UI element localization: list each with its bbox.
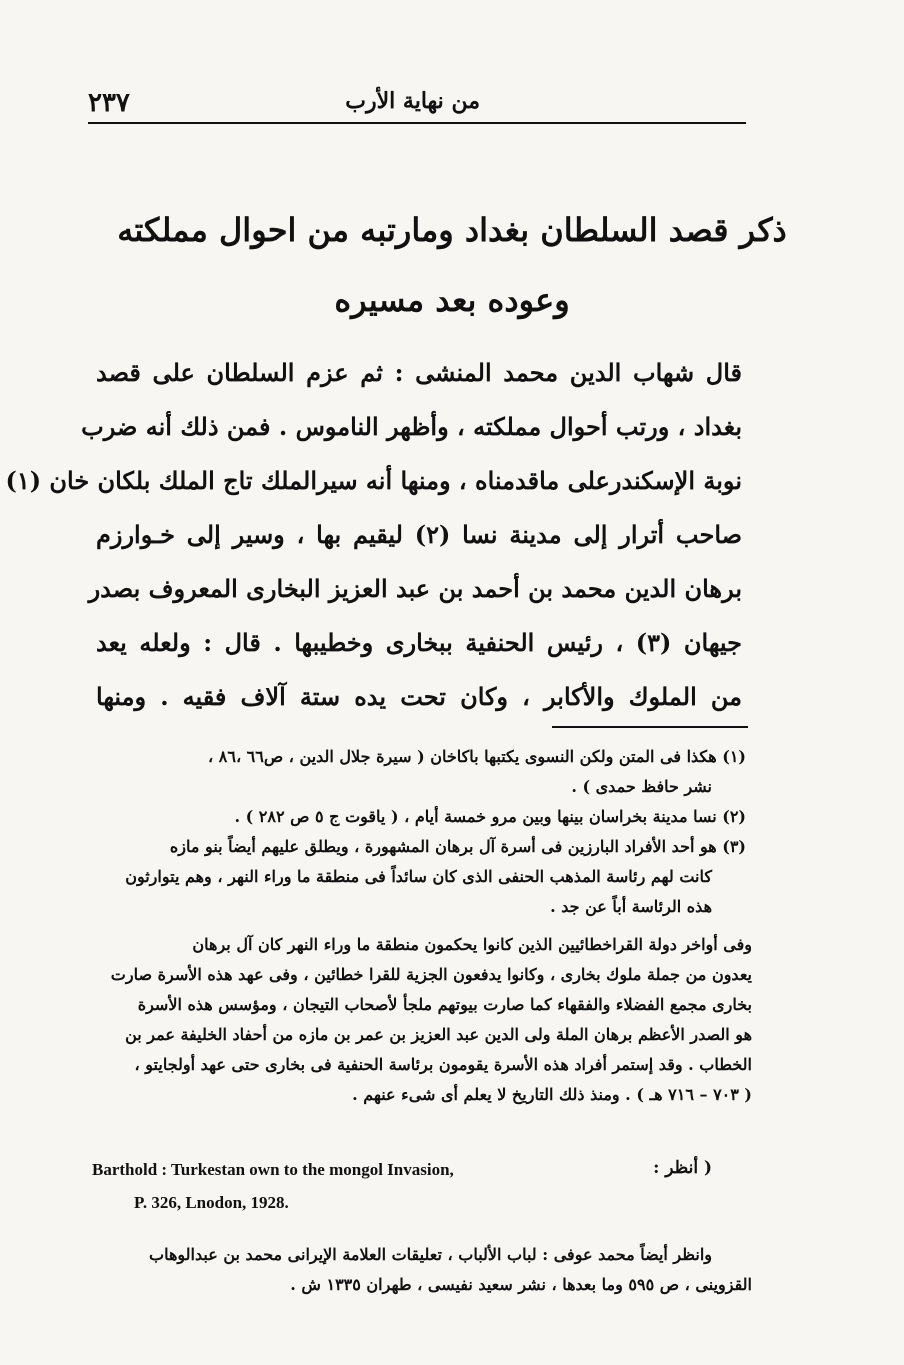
see-reference-label: ( أنظر : <box>653 1158 712 1178</box>
latin-reference-line-2: P. 326, Lnodon, 1928. <box>134 1193 289 1212</box>
footnote-line: نشر حافظ حمدى ) . <box>571 777 712 796</box>
running-title: من نهاية الأرب <box>345 88 480 114</box>
footnote-line: (١) هكذا فى المتن ولكن النسوى يكتبها باكاخان ( سيرة جلال الدين ، ص٦٦ ،٨٦ ، <box>208 747 746 766</box>
footnote-line: الخطاب . وقد إستمر أفراد هذه الأسرة يقومون برئاسة الحنفية فى بخارى حتى عهد أولجايتو ، <box>134 1055 752 1074</box>
body-line: صاحب أترار إلى مدينة نسا (٢) ليقيم بها ، وسير إلى خـوارزم <box>96 520 743 549</box>
footnote-line: بخارى مجمع الفضلاء والفقهاء كما صارت بيوتهم ملجأ لأصحاب التيجان ، ومؤسس هذه الأسرة <box>137 995 752 1014</box>
body-line: جيهان (٣) ، رئيس الحنفية ببخارى وخطيبها . قال : ولعله يعد <box>96 628 742 657</box>
footnote-line: ( ٧٠٣ – ٧١٦ هـ ) . ومنذ ذلك التاريخ لا يعلم أى شىء عنهم . <box>352 1085 752 1104</box>
footnote-line: يعدون من جملة ملوك بخارى ، وكانوا يدفعون الجزية للقرا خطائين ، وفى عهد هذه الأسرة صارت <box>110 965 752 984</box>
footnote-line: هو الصدر الأعظم برهان الملة ولى الدين عبد العزيز بن عمر بن مازه من أحفاد الخليفة عمر بن <box>125 1025 752 1044</box>
footnote-line: (٣) هو أحد الأفراد البارزين فى أسرة آل برهان المشهورة ، ويطلق عليهم أيضاً بنو مازه <box>169 837 746 856</box>
body-line: نوبة الإسكندرعلى ماقدمناه ، ومنها أنه سيرالملك تاج الملك بلكان خان (١) <box>5 466 742 495</box>
footnote-line: وفى أواخر دولة القراخطائيين الذين كانوا يحكمون منطقة ما وراء النهر كان آل برهان <box>192 935 752 954</box>
body-line: من الملوك والأكابر ، وكان تحت يده ستة آلاف فقيه . ومنها <box>96 682 742 711</box>
body-line: برهان الدين محمد بن أحمد بن عبد العزيز البخارى المعروف بصدر <box>88 574 742 603</box>
body-text <box>5 346 743 724</box>
footnote-line: (٢) نسا مدينة بخراسان بينها وبين مرو خمسة أيام ، ( ياقوت ج ٥ ص ٢٨٢ ) . <box>234 807 746 826</box>
footnote-line: القزوينى ، ص ٥٩٥ وما بعدها ، نشر سعيد نفيسى ، طهران ١٣٣٥ ش . <box>290 1275 752 1294</box>
body-line: بغداد ، ورتب أحوال مملكته ، وأظهر الناموس . فمن ذلك أنه ضرب <box>81 412 742 441</box>
body-line: قال شهاب الدين محمد المنشى : ثم عزم السلطان على قصد <box>96 358 742 387</box>
footnote-divider <box>552 726 748 728</box>
footnote-line: وانظر أيضاً محمد عوفى : لباب الألباب ، تعليقات العلامة الإيرانى محمد بن عبدالوهاب <box>149 1245 712 1264</box>
footnote-line: هذه الرئاسة أباً عن جد . <box>550 897 712 916</box>
chapter-title-line-2: وعوده بعد مسيره <box>334 281 570 319</box>
footnotes <box>92 742 752 1110</box>
running-header <box>88 82 746 124</box>
footnote-line: كانت لهم رئاسة المذهب الحنفى الذى كان سائداً فى منطقة ما وراء النهر ، وهم يتوارثون <box>125 867 712 886</box>
additional-reference <box>92 1240 752 1300</box>
page-number: ٢٣٧ <box>88 88 130 118</box>
latin-reference-line-1: Barthold : Turkestan own to the mongol Invasion, <box>92 1160 454 1179</box>
chapter-title-line-1: ذكر قصد السلطان بغداد ومارتبه من احوال مملكته <box>117 211 787 249</box>
